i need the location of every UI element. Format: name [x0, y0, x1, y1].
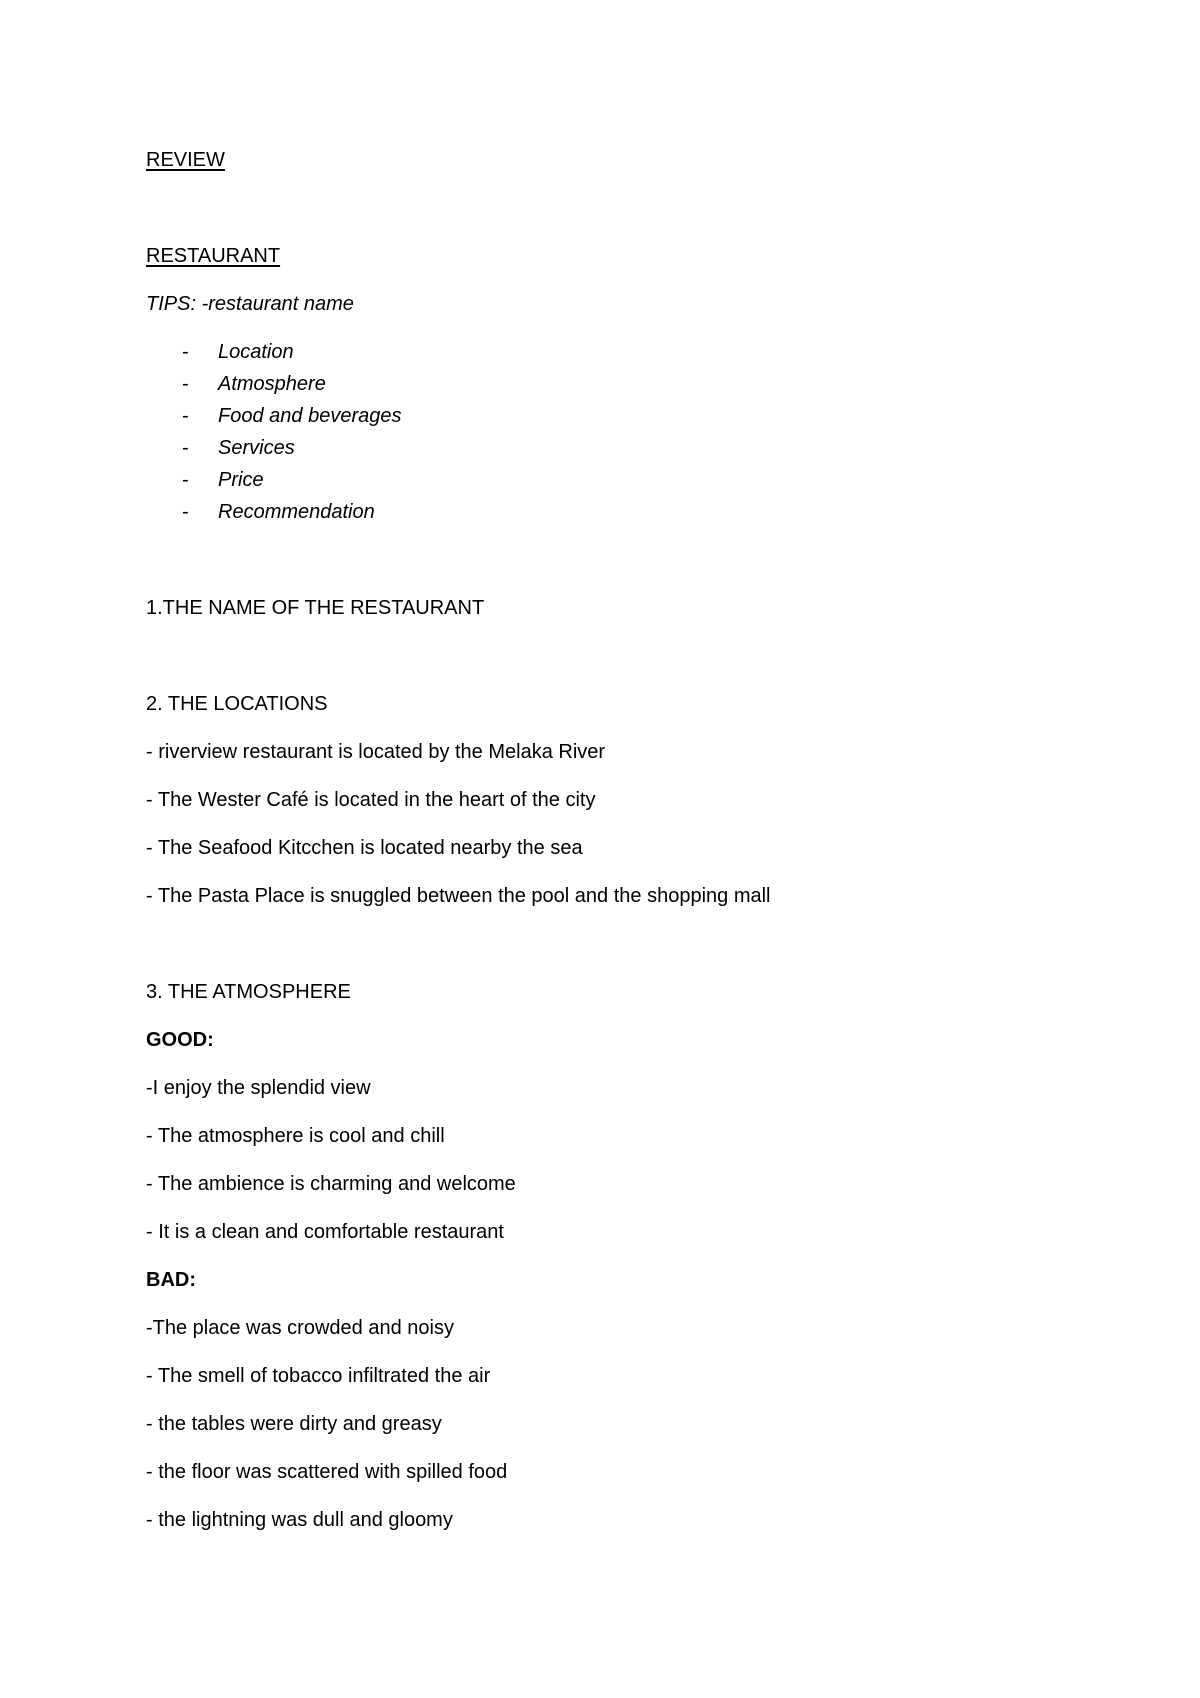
- tip-dash: -: [182, 469, 189, 491]
- tip-item-text: Price: [218, 469, 264, 491]
- bad-item: - the lightning was dull and gloomy: [146, 1509, 453, 1531]
- tips-intro: TIPS: -restaurant name: [146, 293, 354, 315]
- tip-item-text: Services: [218, 437, 295, 459]
- location-item: - The Pasta Place is snuggled between the pool and the shopping mall: [146, 885, 771, 907]
- tip-item-text: Recommendation: [218, 501, 375, 523]
- tip-dash: -: [182, 501, 189, 523]
- tip-item: [182, 372, 326, 396]
- atmosphere-heading: 3. THE ATMOSPHERE: [146, 981, 351, 1003]
- tip-dash: -: [182, 405, 189, 427]
- review-title: REVIEW: [146, 149, 225, 171]
- good-item: - The ambience is charming and welcome: [146, 1173, 516, 1195]
- bad-item: -The place was crowded and noisy: [146, 1317, 454, 1339]
- tip-item-text: Food and beverages: [218, 405, 402, 427]
- bad-label: BAD:: [146, 1269, 196, 1291]
- location-item: - The Seafood Kitcchen is located nearby the sea: [146, 837, 583, 859]
- good-item: - It is a clean and comfortable restaurant: [146, 1221, 504, 1243]
- bad-item: - the tables were dirty and greasy: [146, 1413, 442, 1435]
- locations-heading: 2. THE LOCATIONS: [146, 693, 328, 715]
- restaurant-heading: RESTAURANT: [146, 245, 281, 267]
- tip-item: [182, 436, 295, 460]
- bad-item: - The smell of tobacco infiltrated the air: [146, 1365, 491, 1387]
- location-item: - The Wester Café is located in the heart of the city: [146, 789, 596, 811]
- location-item: - riverview restaurant is located by the Melaka River: [146, 741, 606, 763]
- tip-item: [182, 500, 375, 524]
- tip-dash: -: [182, 373, 189, 395]
- good-item: - The atmosphere is cool and chill: [146, 1125, 445, 1147]
- tip-item: [182, 468, 264, 492]
- good-item: -I enjoy the splendid view: [146, 1077, 371, 1099]
- tip-item: [182, 404, 401, 428]
- name-heading: 1.THE NAME OF THE RESTAURANT: [146, 597, 485, 619]
- tip-item: [182, 340, 294, 364]
- bad-item: - the floor was scattered with spilled food: [146, 1461, 508, 1483]
- tip-dash: -: [182, 437, 189, 459]
- good-label: GOOD:: [146, 1029, 214, 1051]
- tip-item-text: Location: [218, 341, 294, 363]
- tip-item-text: Atmosphere: [218, 373, 326, 395]
- tip-dash: -: [182, 341, 189, 363]
